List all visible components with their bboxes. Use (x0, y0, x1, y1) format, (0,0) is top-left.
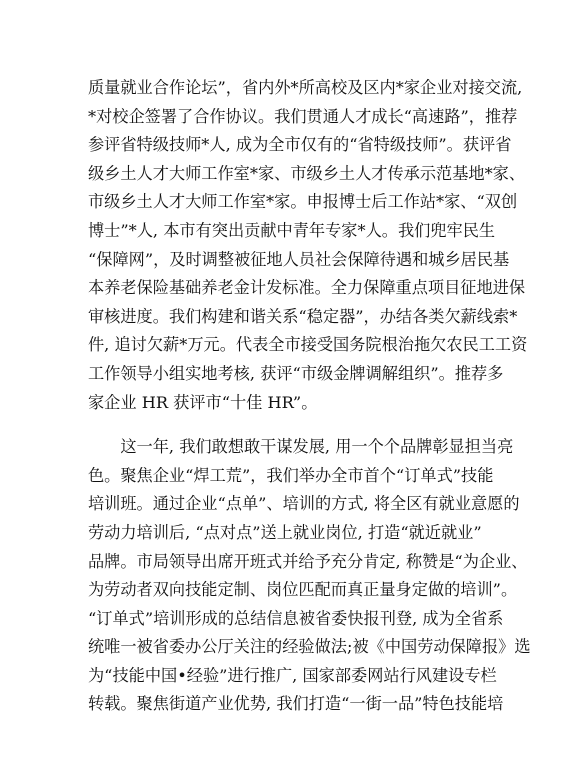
text-line: 市级乡土人才大师工作室*家。申报博士后工作站*家、“双创 (88, 192, 518, 212)
text-line: 品牌。市局领导出席开班式并给予充分肯定, 称赞是“为企业、 (88, 551, 528, 571)
text-line: 色。聚焦企业“焊工荒”，我们举办全市首个“订单式”技能 (88, 465, 494, 485)
paragraph-gap (88, 417, 500, 433)
text-line: 质量就业合作论坛”，省内外*所高校及区内*家企业对接交流, (88, 78, 523, 97)
text-line: 级乡土人才大师工作室*家、市级乡土人才传承示范基地*家、 (88, 163, 526, 183)
text-line: 统唯一被省委办公厅关注的经验做法;被《中国劳动保障报》选 (88, 637, 531, 657)
text-line: 为劳动者双向技能定制、岗位匹配而真正量身定做的培训”。 (88, 580, 518, 600)
text-line: 培训班。通过企业“点单”、培训的方式, 将全区有就业意愿的 (88, 494, 520, 514)
text-line: 转载。聚焦街道产业优势, 我们打造“一街一品”特色技能培 (88, 694, 504, 714)
text-line: 这一年, 我们敢想敢干谋发展, 用一个个品牌彰显担当亮 (88, 437, 514, 457)
text-line: “订单式”培训形成的总结信息被省委快报刊登, 成为全省系 (88, 608, 504, 628)
text-line: 件, 追讨欠薪*万元。代表全市接受国务院根治拖欠农民工工资 (88, 335, 528, 355)
text-line: 本养老保险基础养老金计发标准。全力保障重点项目征地进保 (88, 278, 526, 298)
text-line: 审核进度。我们构建和谐关系“稳定器”，办结各类欠薪线索* (88, 306, 518, 326)
text-line: *对校企签署了合作协议。我们贯通人才成长“高速路”，推荐 (88, 106, 518, 126)
document-body (88, 74, 531, 719)
paragraph-1 (88, 74, 528, 417)
text-line: 为“技能中国•经验”进行推广, 国家部委网站行风建设专栏 (88, 665, 497, 685)
text-line: “保障网”，及时调整被征地人员社会保障待遇和城乡居民基 (88, 249, 510, 269)
text-line: 博士”*人, 本市有突出贡献中青年专家*人。我们兜牢民生 (88, 220, 496, 240)
text-line: 工作领导小组实地考核, 获评“市级金牌调解组织”。推荐多 (88, 363, 504, 383)
text-line: 家企业 HR 获评市“十佳 HR”。 (88, 392, 318, 412)
text-line: 劳动力培训后, “点对点”送上就业岗位, 打造“就近就业” (88, 522, 482, 542)
paragraph-2 (88, 433, 531, 719)
text-line: 参评省特级技师*人, 成为全市仅有的“省特级技师”。获评省 (88, 135, 512, 155)
